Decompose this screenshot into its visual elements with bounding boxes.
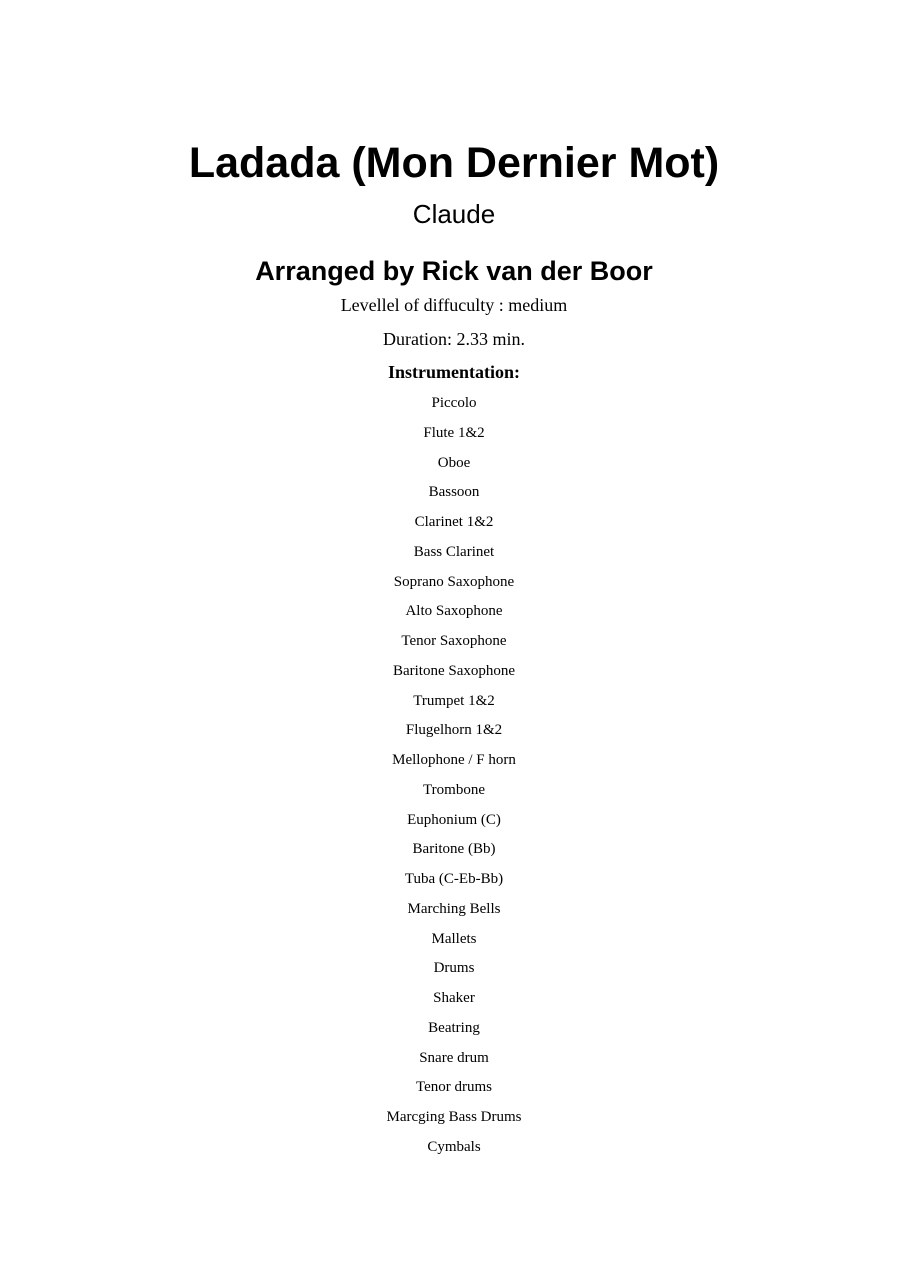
instrument-item: Flute 1&2: [423, 424, 485, 441]
instrument-item: Snare drum: [419, 1049, 489, 1066]
instrument-item: Bass Clarinet: [413, 543, 495, 560]
instrument-item: Alto Saxophone: [405, 603, 503, 620]
instrument-item: Shaker: [433, 990, 475, 1006]
instrument-item: Cymbals: [427, 1138, 481, 1155]
instrument-item: Bassoon: [428, 484, 480, 501]
page-title: Ladada (Mon Dernier Mot): [188, 139, 720, 187]
instrument-item: Tenor Saxophone: [401, 633, 507, 649]
instrument-item: Flugelhorn 1&2: [405, 722, 503, 739]
instrument-list: [0, 393, 900, 1167]
instrumentation-heading: Instrumentation:: [387, 362, 520, 382]
instrument-item: Piccolo: [431, 395, 477, 411]
instrument-item: Tenor drums: [415, 1079, 493, 1096]
instrument-item: Clarinet 1&2: [414, 514, 494, 530]
instrument-item: Mellophone / F horn: [392, 752, 516, 768]
instrument-item: Tuba (C-Eb-Bb): [404, 871, 504, 887]
instrument-item: Trumpet 1&2: [413, 692, 495, 709]
instrument-item: Baritone (Bb): [412, 841, 496, 858]
instrument-item: Oboe: [437, 454, 471, 471]
instrument-item: Marching Bells: [407, 900, 501, 917]
instrument-item: Marcging Bass Drums: [386, 1109, 522, 1125]
duration: Duration: 2.33 min.: [383, 329, 525, 349]
composer-name: Claude: [412, 199, 496, 229]
arranger-credit: Arranged by Rick van der Boor: [255, 256, 653, 286]
instrument-item: Mallets: [431, 930, 477, 947]
instrument-item: Soprano Saxophone: [393, 573, 515, 590]
instrument-item: Baritone Saxophone: [392, 662, 516, 679]
instrument-item: Beatring: [428, 1019, 480, 1036]
difficulty-level: Levellel of diffuculty : medium: [340, 295, 568, 315]
instrument-item: Drums: [433, 960, 475, 977]
instrument-item: Trombone: [423, 781, 485, 798]
instrument-item: Euphonium (C): [407, 811, 501, 828]
